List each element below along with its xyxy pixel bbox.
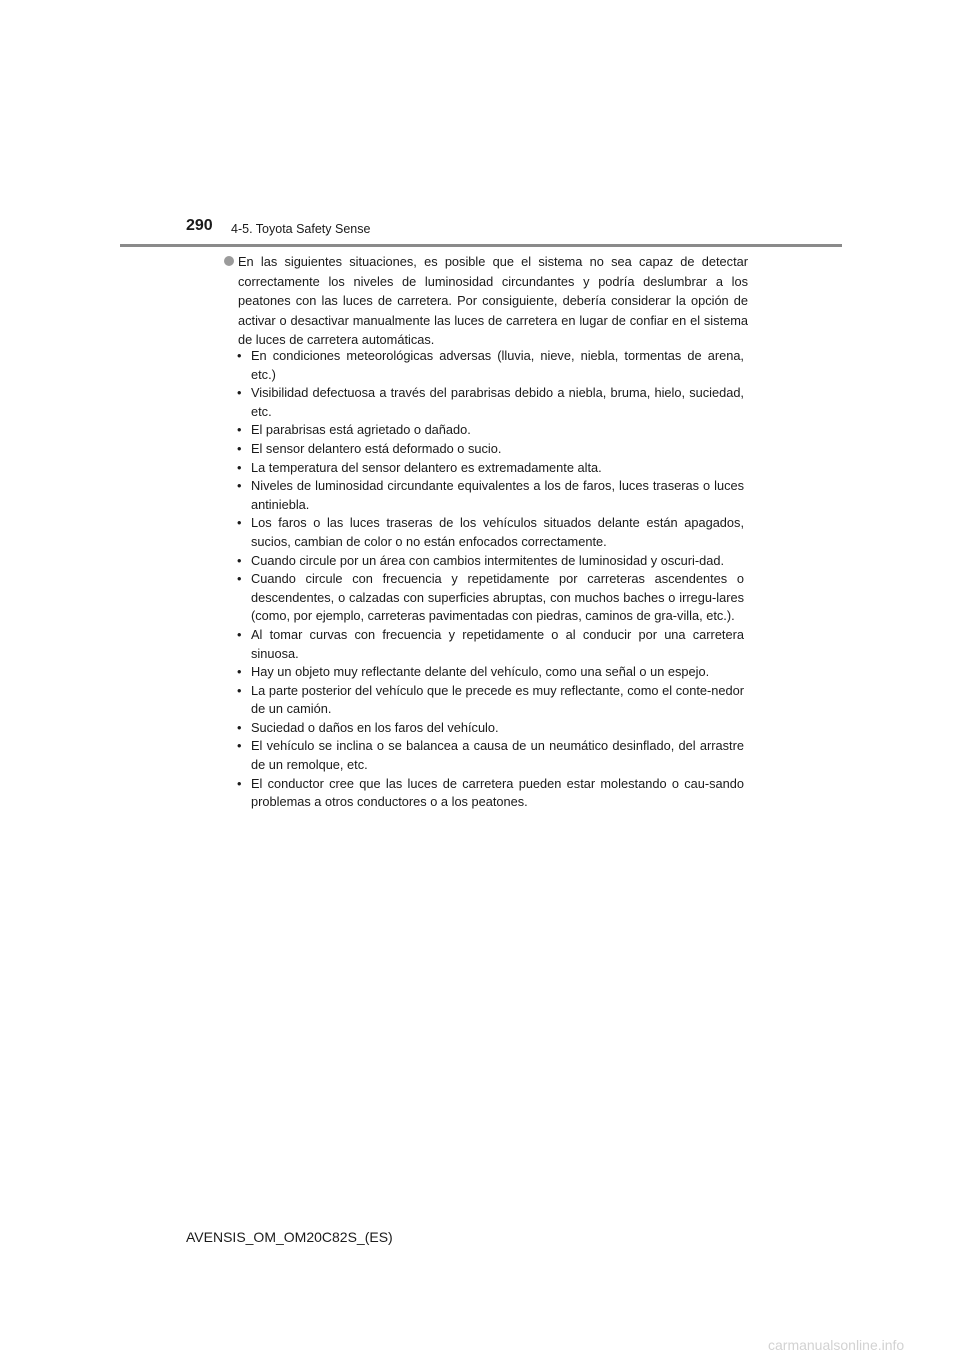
list-item-text: El sensor delantero está deformado o sucio. — [251, 440, 502, 456]
list-item-text: Al tomar curvas con frecuencia y repetidamente o al conducir por una carretera sinuosa. — [251, 626, 744, 661]
bullet-dot-icon: • — [237, 459, 242, 475]
list-item — [236, 719, 744, 738]
list-item — [236, 421, 744, 440]
list-item — [236, 737, 744, 774]
bullet-dot-icon: • — [237, 626, 242, 642]
bullet-dot-icon: • — [237, 719, 242, 735]
section-title: 4-5. Toyota Safety Sense — [231, 222, 371, 236]
list-item — [236, 682, 744, 719]
list-item — [236, 775, 744, 812]
bullet-dot-icon: • — [237, 478, 242, 494]
list-item-text: Visibilidad defectuosa a través del parabrisas debido a niebla, bruma, hielo, suciedad, etc. — [251, 385, 744, 419]
list-item-text: Niveles de luminosidad circundante equivalentes a los de faros, luces traseras o luces antiniebla. — [251, 478, 744, 512]
bullet-dot-icon: • — [237, 738, 242, 754]
bullet-dot-icon: • — [237, 422, 242, 438]
list-item-text: Cuando circule por un área con cambios intermitentes de luminosidad y oscuri-dad. — [251, 552, 725, 568]
bullet-dot-icon: • — [237, 682, 242, 698]
bullet-dot-icon: • — [237, 515, 242, 531]
list-item — [236, 477, 744, 514]
list-item — [236, 552, 744, 571]
list-item-text: El conductor cree que las luces de carretera pueden estar molestando o cau-sando problemas a otros conductores o a los peatones. — [251, 775, 744, 810]
list-item-text: En condiciones meteorológicas adversas (lluvia, nieve, niebla, tormentas de arena, etc.) — [251, 348, 744, 382]
list-item — [236, 440, 744, 459]
intro-paragraph — [224, 252, 748, 350]
list-item-text: La temperatura del sensor delantero es extremadamente alta. — [251, 459, 602, 475]
list-item — [236, 384, 744, 421]
bullet-dot-icon: • — [237, 552, 242, 568]
document-code: AVENSIS_OM_OM20C82S_(ES) — [186, 1229, 393, 1245]
bullet-dot-icon: • — [237, 664, 242, 680]
list-item-text: La parte posterior del vehículo que le precede es muy reflectante, como el conte-nedor de un camión. — [251, 682, 744, 717]
list-item-text: El vehículo se inclina o se balancea a causa de un neumático desinflado, del arrastre de un remolque, etc. — [251, 738, 744, 773]
list-item — [236, 663, 744, 682]
bullet-dot-icon: • — [237, 571, 242, 587]
list-item-text: El parabrisas está agrietado o dañado. — [251, 422, 471, 438]
list-item-text: Suciedad o daños en los faros del vehículo. — [251, 719, 499, 735]
list-item-text: Los faros o las luces traseras de los vehículos situados delante están apagados, sucios, cambian de color o no están enfocados correctamente. — [251, 515, 744, 549]
conditions-list — [236, 347, 744, 812]
bullet-dot-icon: • — [237, 348, 242, 363]
list-item — [236, 570, 744, 626]
header-divider — [120, 244, 842, 247]
bullet-dot-icon: • — [237, 440, 242, 456]
list-item — [236, 514, 744, 551]
list-item — [236, 626, 744, 663]
intro-text: En las siguientes situaciones, es posible que el sistema no sea capaz de detectar correctamente los niveles de luminosidad circundantes y podría deslumbrar a los peatones con las luces de carretera. Por consiguiente, debería considerar la opción de activar o desactivar manualmente las luces de carretera en lugar de confiar en el sistema de luces de carretera automáticas. — [238, 254, 748, 347]
list-item-text: Cuando circule con frecuencia y repetidamente por carreteras ascendentes o descendentes, o calzadas con superficies abruptas, con muchos baches o irregu-lares (como, por ejemplo, carreteras pavimentadas con piedras, caminos de gra-villa, etc.). — [251, 571, 744, 624]
list-item-text: Hay un objeto muy reflectante delante del vehículo, como una señal o un espejo. — [251, 664, 710, 680]
circle-bullet-icon — [224, 256, 234, 266]
page-number: 290 — [186, 217, 213, 234]
watermark: carmanualsonline.info — [768, 1337, 905, 1353]
bullet-dot-icon: • — [237, 775, 242, 791]
bullet-dot-icon: • — [237, 385, 242, 401]
list-item — [236, 459, 744, 478]
list-item — [236, 347, 744, 384]
